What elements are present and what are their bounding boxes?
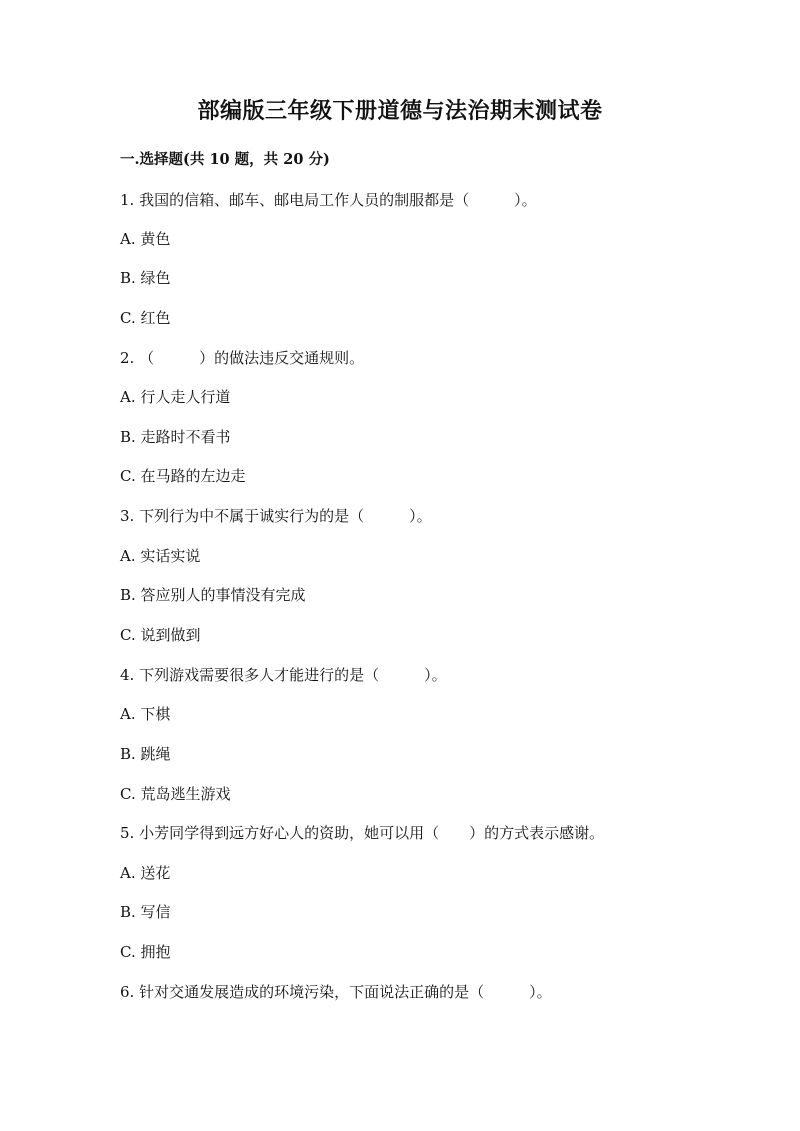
question-stem: 2. （ ）的做法违反交通规则。 [120, 349, 365, 367]
answer-option: A. 行人走人行道 [120, 388, 231, 406]
answer-option: B. 答应别人的事情没有完成 [120, 586, 306, 604]
question-stem: 5. 小芳同学得到远方好心人的资助，她可以用（ ）的方式表示感谢。 [120, 824, 605, 842]
answer-option: C. 红色 [120, 309, 171, 327]
question-stem: 4. 下列游戏需要很多人才能进行的是（ ）。 [120, 666, 447, 684]
answer-option: B. 走路时不看书 [120, 428, 231, 446]
answer-option: B. 跳绳 [120, 745, 171, 763]
question-stem: 6. 针对交通发展造成的环境污染，下面说法正确的是（ ）。 [120, 983, 552, 1001]
answer-option: A. 实话实说 [120, 547, 201, 565]
page-title: 部编版三年级下册道德与法治期末测试卷 [197, 98, 603, 124]
answer-option: C. 荒岛逃生游戏 [120, 785, 231, 803]
answer-option: C. 拥抱 [120, 943, 171, 961]
answer-option: A. 下棋 [120, 705, 171, 723]
answer-option: C. 在马路的左边走 [120, 467, 246, 485]
answer-option: B. 写信 [120, 903, 171, 921]
answer-option: B. 绿色 [120, 269, 171, 287]
answer-option: C. 说到做到 [120, 626, 201, 644]
question-stem: 1. 我国的信箱、邮车、邮电局工作人员的制服都是（ ）。 [120, 191, 537, 209]
question-stem: 3. 下列行为中不属于诚实行为的是（ ）。 [120, 507, 432, 525]
answer-option: A. 黄色 [120, 230, 171, 248]
answer-option: A. 送花 [120, 864, 171, 882]
section-heading: 一.选择题(共 10 题，共 20 分) [120, 151, 330, 168]
